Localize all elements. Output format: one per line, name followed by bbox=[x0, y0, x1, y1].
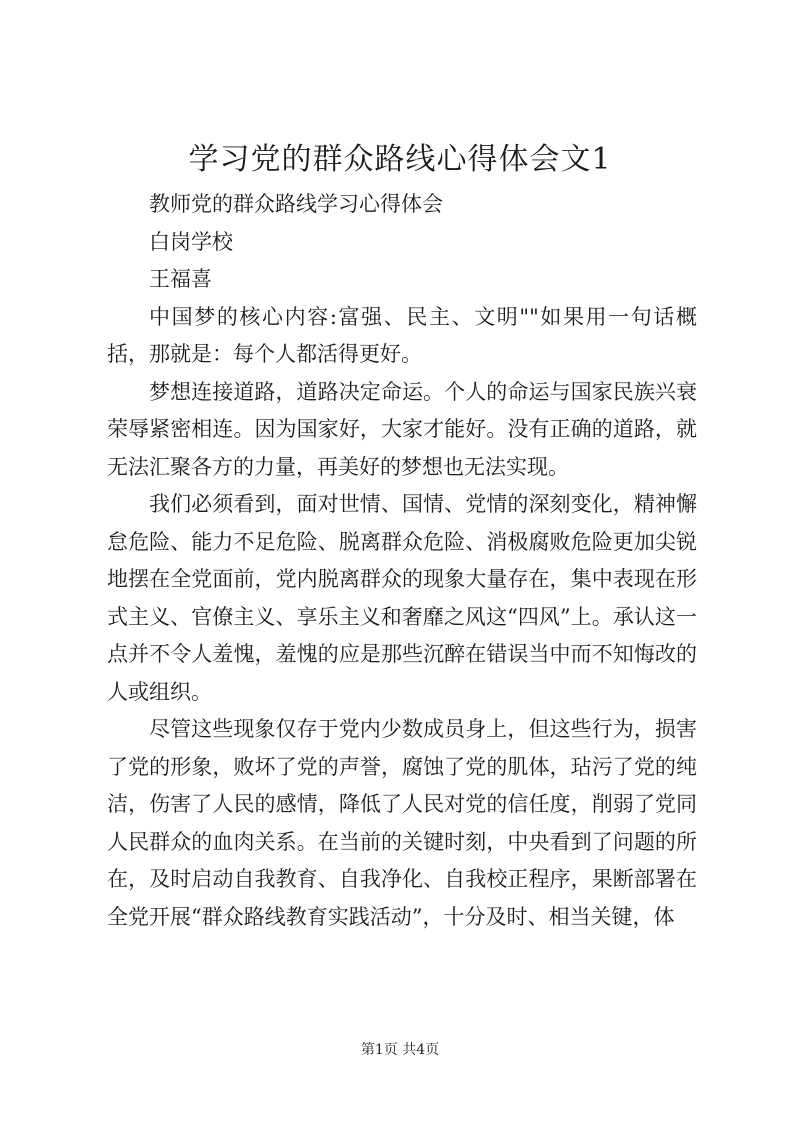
document-body bbox=[107, 186, 697, 936]
paragraph-school: 白岗学校 bbox=[149, 229, 233, 254]
paragraph-author: 王福喜 bbox=[149, 267, 212, 291]
paragraph-subtitle: 教师党的群众路线学习心得体会 bbox=[149, 192, 443, 216]
document-title: 学习党的群众路线心得体会文1 bbox=[188, 142, 612, 177]
paragraph: 中国梦的核心内容:富强、民主、文明""如果用一句话概括，那就是：每个人都活得更好。 bbox=[107, 304, 697, 366]
paragraph: 梦想连接道路，道路决定命运。个人的命运与国家民族兴衰荣辱紧密相连。因为国家好，大家才能好。没有正确的道路，就无法汇聚各方的力量，再美好的梦想也无法实现。 bbox=[107, 379, 697, 479]
paragraph: 我们必须看到，面对世情、国情、党情的深刻变化，精神懈怠危险、能力不足危险、脱离群众危险、消极腐败危险更加尖锐地摆在全党面前，党内脱离群众的现象大量存在，集中表现在形式主义、官僚主义、享乐主义和奢靡之风这“四风”上。承认这一点并不令人羞愧，羞愧的应是那些沉醉在错误当中而不知悔改的人或组织。 bbox=[107, 492, 697, 704]
page-footer: 第1页 共4页 bbox=[360, 1042, 440, 1058]
paragraph: 尽管这些现象仅存于党内少数成员身上，但这些行为，损害了党的形象，败坏了党的声誉，腐蚀了党的肌体，玷污了党的纯洁，伤害了人民的感情，降低了人民对党的信任度，削弱了党同人民群众的血肉关系。在当前的关键时刻，中央看到了问题的所在，及时启动自我教育、自我净化、自我校正程序，果断部署在全党开展“群众路线教育实践活动”，十分及时、相当关键，体 bbox=[107, 717, 697, 929]
